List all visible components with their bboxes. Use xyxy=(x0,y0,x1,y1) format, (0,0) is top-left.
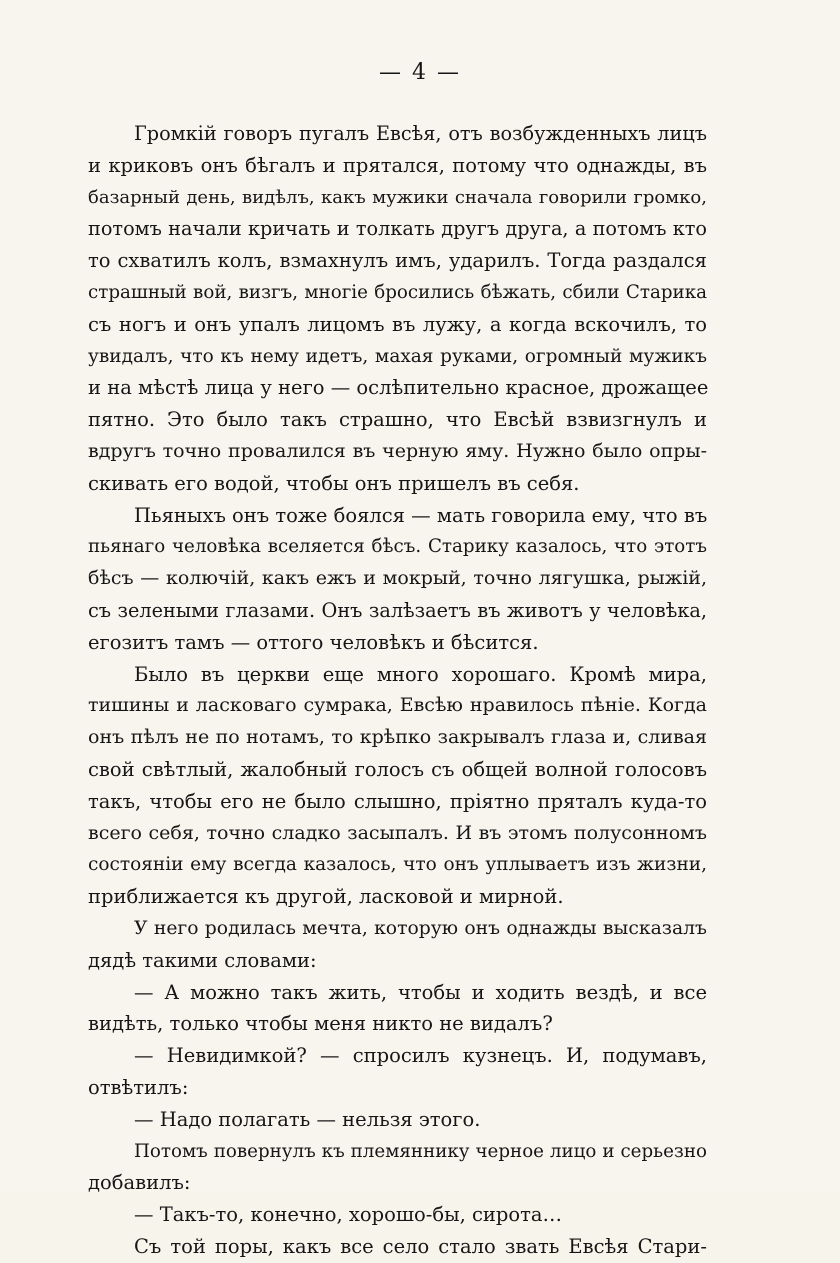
text-line: видѣть, только чтобы меня никто не видалъ? xyxy=(88,1012,553,1036)
text-line: базарный день, видѣлъ, какъ мужики сначала говорили громко, xyxy=(88,186,707,208)
text-line: онъ пѣлъ не по нотамъ, то крѣпко закрывалъ глаза и, сливая xyxy=(88,726,707,749)
text-line: Съ той поры, какъ все село стало звать Евсѣя Стари- xyxy=(134,1234,707,1258)
text-line: и на мѣстѣ лица у него — ослѣпительно красное, дрожащее xyxy=(88,376,709,400)
text-line: Было въ церкви еще много хорошаго. Кромѣ мира, xyxy=(134,662,707,686)
text-line: то схватилъ колъ, взмахнулъ имъ, ударилъ. Тогда раздался xyxy=(88,249,707,273)
text-line: Потомъ повернулъ къ племяннику черное лицо и серьезно xyxy=(134,1140,707,1162)
text-line: свой свѣтлый, жалобный голосъ съ общей волной голосовъ xyxy=(88,757,707,781)
text-line: такъ, чтобы его не было слышно, пріятно пряталъ куда-то xyxy=(88,789,707,813)
text-line: вдругъ точно провалился въ черную яму. Нужно было опры- xyxy=(88,439,707,462)
text-line: отвѣтилъ: xyxy=(88,1075,189,1099)
text-line: — Такъ-то, конечно, хорошо-бы, сирота… xyxy=(134,1203,563,1227)
page-number: — 4 — xyxy=(379,60,461,85)
text-line: скивать его водой, чтобы онъ пришелъ въ себя. xyxy=(88,471,580,495)
text-line: страшный вой, визгъ, многіе бросились бѣжать, сбили Старика xyxy=(88,281,707,303)
text-line: пьянаго человѣка вселяется бѣсъ. Старику казалось, что этотъ xyxy=(88,536,707,558)
body-text xyxy=(88,118,707,1263)
text-line: съ ногъ и онъ упалъ лицомъ въ лужу, а когда вскочилъ, то xyxy=(88,312,707,336)
text-line: увидалъ, что къ нему идетъ, махая руками, огромный мужикъ xyxy=(88,345,707,367)
text-line: егозитъ тамъ — оттого человѣкъ и бѣсится. xyxy=(88,630,539,654)
text-line: Пьяныхъ онъ тоже боялся — мать говорила ему, что въ xyxy=(134,503,708,527)
text-line: всего себя, точно сладко засыпалъ. И въ этомъ полусонномъ xyxy=(88,821,707,844)
text-line: съ зелеными глазами. Онъ залѣзаетъ въ животъ у человѣка, xyxy=(88,598,707,622)
text-line: добавилъ: xyxy=(88,1171,191,1195)
text-line: тишины и ласковаго сумрака, Евсѣю нравилось пѣніе. Когда xyxy=(88,694,707,717)
text-line: дядѣ такими словами: xyxy=(88,948,317,972)
text-line: У него родилась мечта, которую онъ однажды высказалъ xyxy=(134,917,707,939)
text-line: Громкій говоръ пугалъ Евсѣя, отъ возбужденныхъ лицъ xyxy=(134,122,707,145)
text-line: — Надо полагать — нельзя этого. xyxy=(134,1107,481,1131)
text-line: состояніи ему всегда казалось, что онъ уплываетъ изъ жизни, xyxy=(88,854,707,876)
text-line: пятно. Это было такъ страшно, что Евсѣй взвизгнулъ и xyxy=(88,408,707,432)
text-line: — Невидимкой? — спросилъ кузнецъ. И, подумавъ, xyxy=(134,1044,707,1068)
text-line: потомъ начали кричать и толкать другъ друга, а потомъ кто xyxy=(88,217,707,241)
text-line: бѣсъ — колючій, какъ ежъ и мокрый, точно лягушка, рыжій, xyxy=(88,567,707,590)
text-line: приближается къ другой, ласковой и мирной. xyxy=(88,885,564,909)
text-line: — А можно такъ жить, чтобы и ходить вездѣ, и все xyxy=(134,980,707,1004)
text-line: и криковъ онъ бѣгалъ и прятался, потому что однажды, въ xyxy=(88,153,707,177)
